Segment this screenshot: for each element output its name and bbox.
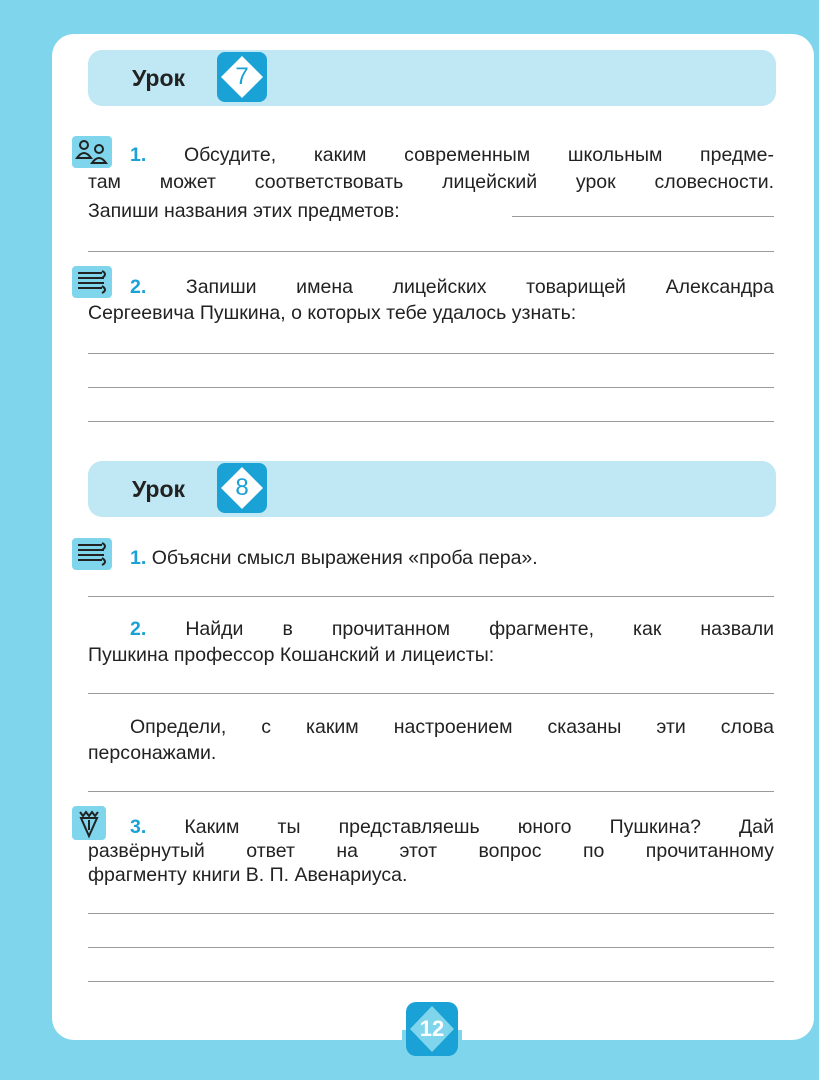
answer-line[interactable] <box>88 693 774 694</box>
answer-line[interactable] <box>88 596 774 597</box>
lesson-8-task-2-text-3: Определи, с каким настроением сказаны эти слова <box>130 716 774 738</box>
answer-line[interactable] <box>88 981 774 982</box>
lesson-7-task-2-line-2: Сергеевича Пушкина, о которых тебе удалось узнать: <box>88 302 577 324</box>
lesson-8-title: Урок <box>132 476 186 502</box>
lesson-7-task-2-number: 2. <box>130 276 147 298</box>
lesson-7-header <box>88 50 776 106</box>
lesson-7-badge <box>213 48 271 106</box>
lesson-8-badge <box>213 459 271 517</box>
lesson-8-task-3-line-1 <box>88 814 774 841</box>
lesson-8-task-2-number: 2. <box>130 618 147 640</box>
lesson-7-task-1-line-3: Запиши названия этих предметов: <box>88 200 400 222</box>
lesson-8-task-3-line-3: фрагменту книги В. П. Авенариуса. <box>88 864 408 886</box>
lesson-7-task-2-text-1: Запиши имена лицейских товарищей Александра <box>185 276 774 298</box>
lesson-8-task-3-text-1: Каким ты представляешь юного Пушкина? Дай <box>184 816 774 838</box>
answer-line[interactable] <box>88 791 774 792</box>
page-number: 12 <box>419 1016 445 1041</box>
answer-line[interactable] <box>88 387 774 388</box>
lesson-8-task-2-line-4: персонажами. <box>88 742 217 764</box>
answer-line[interactable] <box>88 947 774 948</box>
lesson-8-task-1-number: 1. <box>130 547 147 569</box>
answer-line[interactable] <box>88 913 774 914</box>
lesson-8-task-1-text-1: Объясни смысл выражения «проба пера». <box>151 547 538 569</box>
answer-line[interactable] <box>512 216 774 217</box>
lesson-7-title: Урок <box>132 65 186 91</box>
page-number-badge <box>402 998 462 1060</box>
lesson-7-task-1-text-1: Обсудите, каким современным школьным предме- <box>183 144 775 166</box>
lesson-7-task-1-line-2: там может соответствовать лицейский урок словесности. <box>88 171 774 193</box>
lesson-8-task-2-text-1: Найди в прочитанном фрагменте, как назвали <box>185 618 775 640</box>
lesson-7-task-1-number: 1. <box>130 144 147 166</box>
lesson-7-task-1-line-1 <box>88 142 774 169</box>
answer-line[interactable] <box>88 353 774 354</box>
answer-line[interactable] <box>88 421 774 422</box>
lesson-8-task-2-line-3 <box>88 714 774 741</box>
lesson-8-number: 8 <box>235 474 249 501</box>
lesson-8-task-3-line-2: развёрнутый ответ на этот вопрос по прочитанному <box>88 840 774 862</box>
lesson-8-task-2-line-2: Пушкина профессор Кошанский и лицеисты: <box>88 644 495 666</box>
answer-line[interactable] <box>88 251 774 252</box>
lesson-8-task-2-line-1 <box>88 616 774 643</box>
lesson-7-task-2-line-1 <box>88 274 774 301</box>
lesson-8-header <box>88 461 776 517</box>
lesson-8-task-3-number: 3. <box>130 816 147 838</box>
lesson-8-task-1-line-1 <box>88 545 774 572</box>
lesson-7-number: 7 <box>235 63 249 90</box>
